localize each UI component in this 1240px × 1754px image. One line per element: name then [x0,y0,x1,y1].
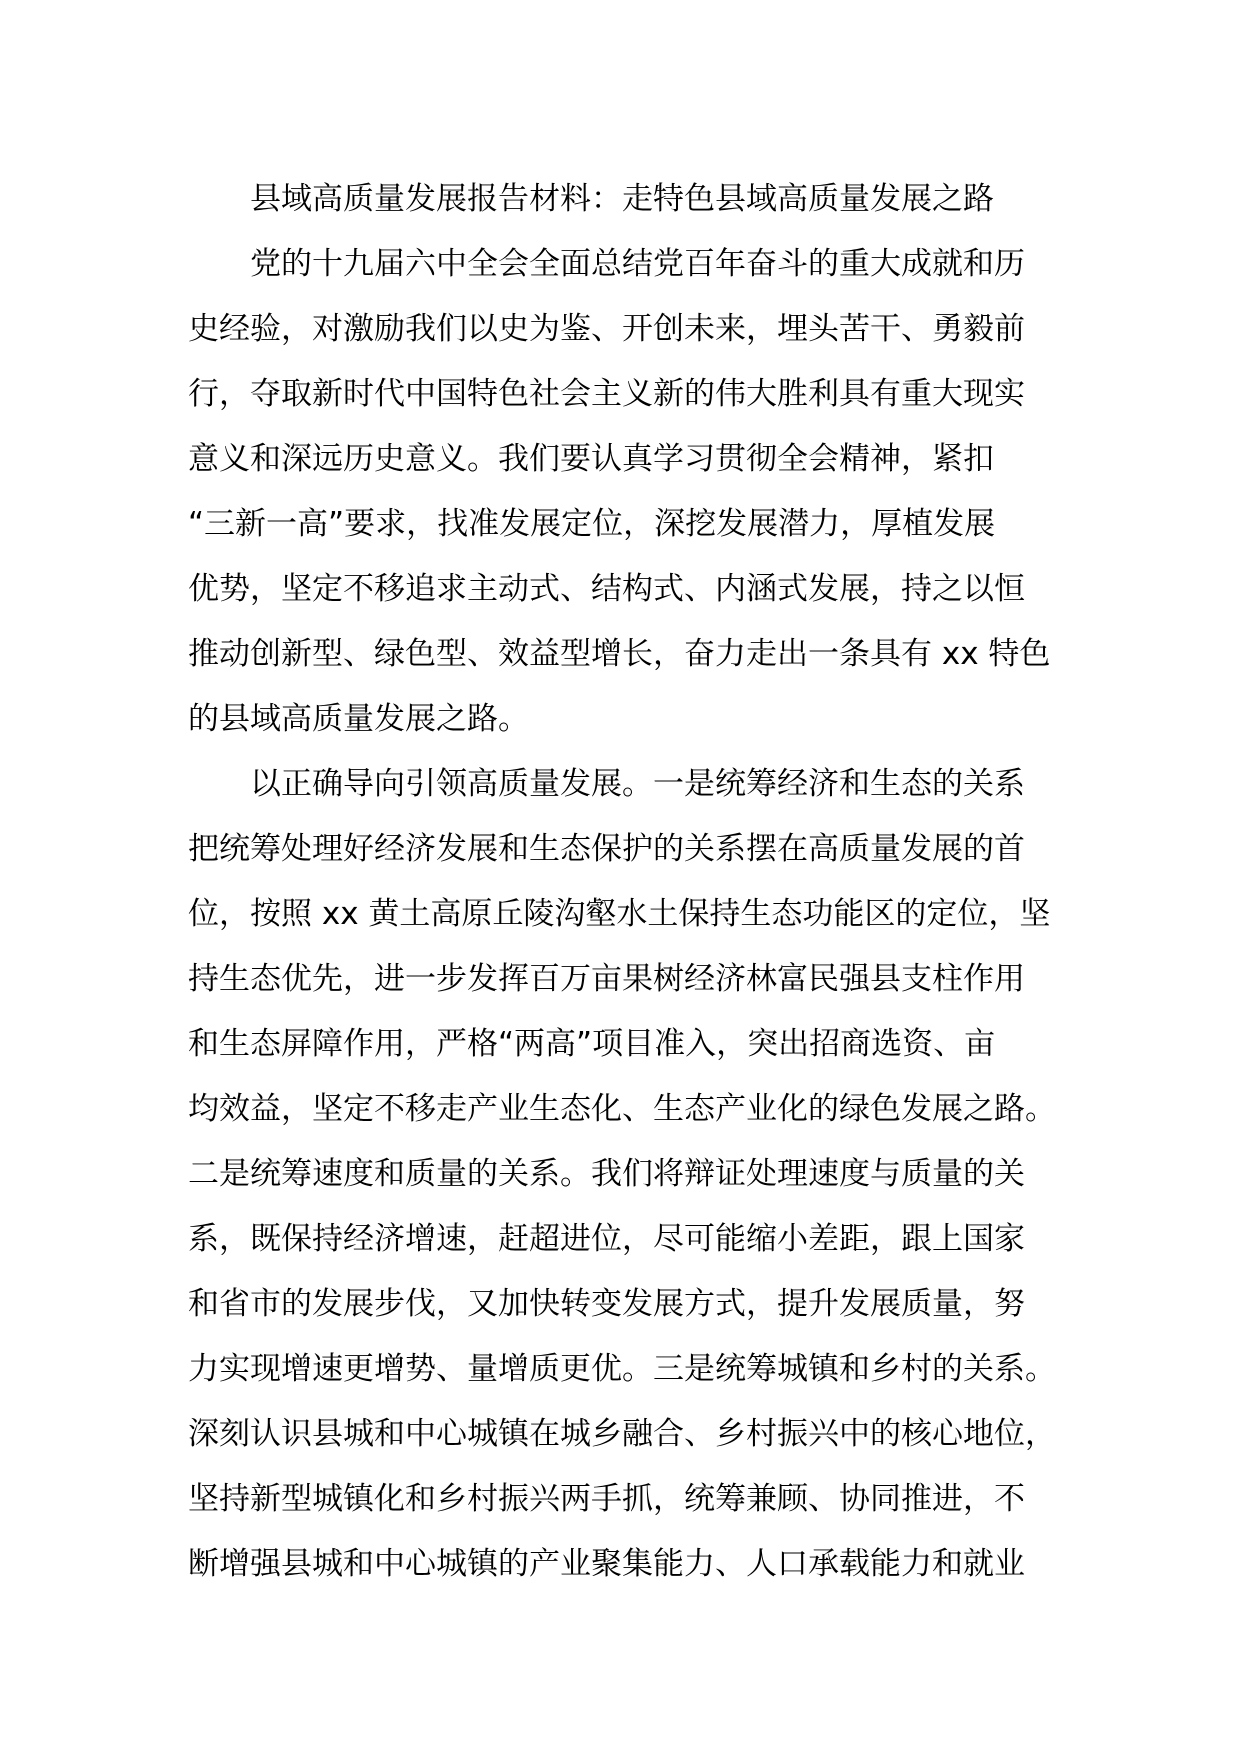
paragraph-line: 行，夺取新时代中国特色社会主义新的伟大胜利具有重大现实 [188,376,1025,412]
paragraph-line: 力实现增速更增势、量增质更优。三是统筹城镇和乡村的关系。 [188,1351,1056,1387]
paragraph-line: 和生态屏障作用，严格“两高”项目准入，突出招商选资、亩 [188,1026,996,1062]
paragraph-1 [188,232,1058,752]
paragraph-line: 深刻认识县城和中心城镇在城乡融合、乡村振兴中的核心地位， [188,1416,1056,1452]
paragraph-line: 二是统筹速度和质量的关系。我们将辩证处理速度与质量的关 [188,1156,1025,1192]
paragraph-line: 均效益，坚定不移走产业生态化、生态产业化的绿色发展之路。 [188,1091,1056,1127]
paragraph-line: 以正确导向引领高质量发展。一是统筹经济和生态的关系 [250,766,1025,802]
paragraph-line: 史经验，对激励我们以史为鉴、开创未来，埋头苦干、勇毅前 [188,311,1025,347]
paragraph-line: 持生态优先，进一步发挥百万亩果树经济林富民强县支柱作用 [188,961,1025,997]
paragraph-line: 的县域高质量发展之路。 [188,701,529,737]
paragraph-line: 党的十九届六中全会全面总结党百年奋斗的重大成就和历 [250,246,1025,282]
paragraph-line: 意义和深远历史意义。我们要认真学习贯彻全会精神，紧扣 [188,441,994,477]
paragraph-line: 系，既保持经济增速，赶超进位，尽可能缩小差距，跟上国家 [188,1221,1025,1257]
paragraph-line: 和省市的发展步伐，又加快转变发展方式，提升发展质量，努 [188,1286,1025,1322]
paragraph-line: 把统筹处理好经济发展和生态保护的关系摆在高质量发展的首 [188,831,1025,867]
paragraph-line: 推动创新型、绿色型、效益型增长，奋力走出一条具有 xx 特色 [188,636,1051,672]
paragraph-line: 断增强县城和中心城镇的产业聚集能力、人口承载能力和就业 [188,1546,1025,1582]
paragraph-line: 优势，坚定不移追求主动式、结构式、内涵式发展，持之以恒 [188,571,1025,607]
paragraph-line: 位，按照 xx 黄土高原丘陵沟壑水土保持生态功能区的定位，坚 [188,896,1051,932]
paragraph-line: “三新一高”要求，找准发展定位，深挖发展潜力，厚植发展 [188,506,996,542]
paragraph-line: 坚持新型城镇化和乡村振兴两手抓，统筹兼顾、协同推进，不 [188,1481,1025,1517]
document-title: 县域高质量发展报告材料：走特色县域高质量发展之路 [250,181,994,217]
paragraph-2 [188,752,1058,1597]
